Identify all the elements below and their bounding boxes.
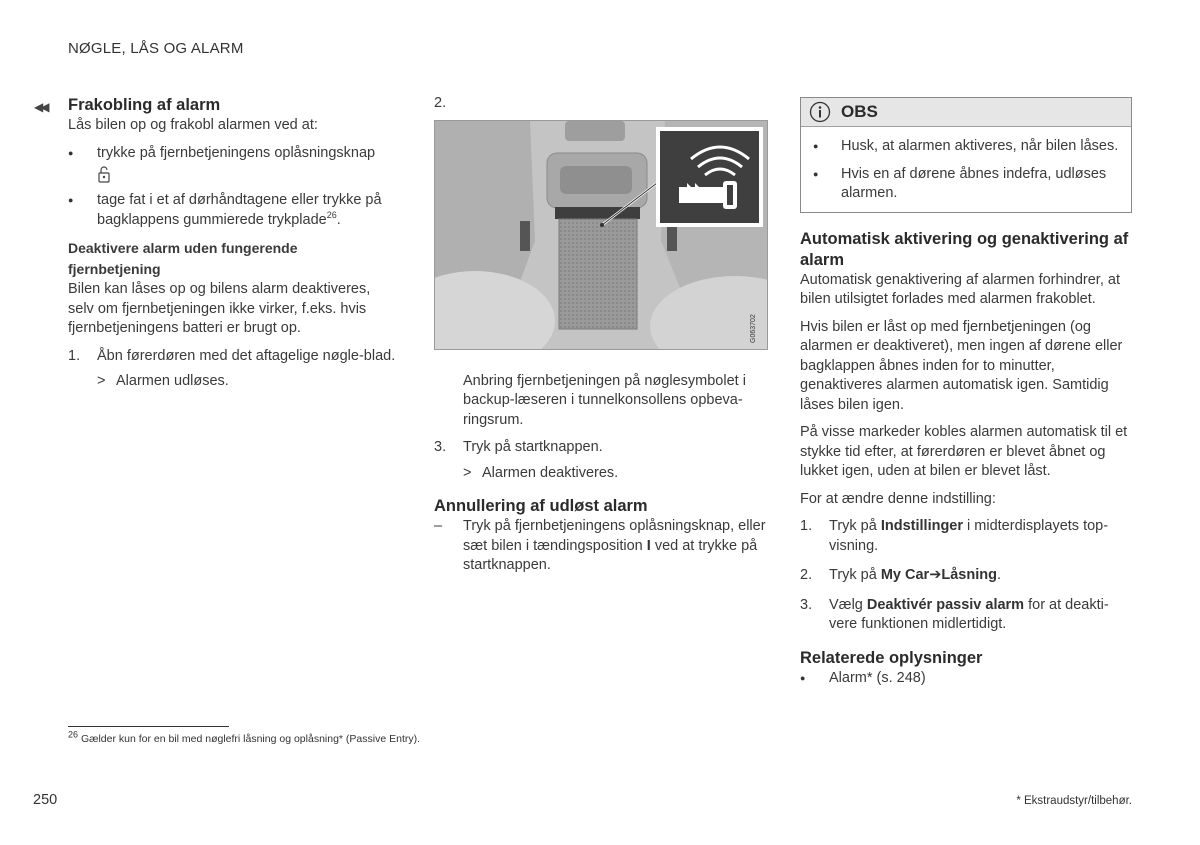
dash-marker: – [434, 518, 443, 534]
step-2-number: 2. [434, 95, 447, 111]
footnote [68, 729, 421, 746]
obs-header [801, 98, 1131, 127]
result-marker: > [463, 464, 472, 481]
footnote-ref[interactable]: 26 [326, 209, 337, 220]
menu-label-my-car: My Car [880, 567, 930, 583]
disarm-bullet-list [68, 144, 400, 231]
step-text: Tryk på [829, 518, 881, 534]
subtitle-line: fjernbetjening [68, 261, 161, 277]
result-marker: > [97, 373, 106, 389]
step-1-result [68, 372, 400, 392]
paragraph: Bilen kan låses op og bilens alarm deaktiveres, selv om fjernbetjeningen ikke virker, f.eks. hvis fjernbetjeningens batteri er brugt op. [68, 281, 371, 336]
console-illustration [434, 120, 768, 350]
setting-step-1 [800, 517, 1132, 556]
step-number: 3. [800, 596, 813, 613]
footnote-text: Gælder kun for en bil med nøglefri låsning og oplåsning* (Passive Entry). [80, 733, 421, 745]
arrow-right-icon: ➔ [929, 567, 942, 583]
obs-note-box [800, 97, 1132, 213]
punctuation: . [996, 567, 1001, 583]
paragraph: Automatisk genaktivering af alarmen forhindrer, at bilen utilsigtet forlades med alarmen frakoblet. [800, 271, 1120, 307]
step-text: i midterdisplayets top-visning. [829, 518, 1109, 554]
step-number: 3. [434, 439, 447, 455]
related-link[interactable]: ● Alarm* (s. 248) [800, 669, 1132, 689]
dash-text: ved at trykke på startknappen. [463, 537, 758, 573]
menu-label-deactivate-passive-alarm: Deaktivér passiv alarm [866, 596, 1025, 613]
section-title-disarm: Frakobling af alarm [68, 96, 221, 114]
footnote-divider [68, 726, 229, 727]
list-item [68, 144, 400, 184]
obs-list [813, 137, 1121, 204]
step-number: 1. [68, 347, 81, 364]
footnote-number: 26 [68, 729, 79, 740]
column-right [800, 97, 1132, 696]
step-1 [68, 347, 400, 367]
dash-text: Tryk på fjernbetjeningens oplåsningsknap, eller sæt bilen i tændingsposition [463, 518, 766, 554]
subtitle-no-remote [68, 238, 400, 280]
back-arrows-icon[interactable]: ◀◀ [34, 100, 47, 114]
step-3-result [434, 464, 770, 484]
step-text: for at deakti-vere funktionen midlertidigt. [829, 596, 1109, 632]
dash-item [434, 517, 770, 576]
menu-label-settings: Indstillinger [880, 518, 964, 534]
bullet-text: trykke på fjernbetjeningens oplåsningsknap [97, 144, 376, 161]
setting-step-3 [800, 596, 1132, 635]
step-text: Tryk på startknappen. [463, 439, 603, 455]
list-item [68, 191, 400, 230]
column-middle [434, 94, 770, 576]
ignition-position: I [646, 537, 651, 554]
bullet-text: tage fat i et af dørhåndtagene eller trykke på bagklappens gummierede trykplade [97, 192, 382, 228]
result-text: Alarmen deaktiveres. [482, 464, 619, 481]
section-title-related: Relaterede oplysninger [800, 648, 983, 667]
figure-code: G063702 [750, 313, 757, 343]
section-title-auto: Automatisk aktivering og genaktivering af alarm [800, 229, 1129, 269]
result-text: Alarmen udløses. [116, 373, 229, 389]
step-3 [434, 438, 770, 458]
menu-label-locking: Låsning [941, 567, 997, 583]
info-icon [808, 101, 832, 123]
console-drawing [435, 121, 767, 349]
setting-step-2 [800, 566, 1132, 586]
punctuation: . [336, 211, 341, 228]
step-text: Tryk på [829, 567, 881, 583]
intro-text: Lås bilen op og frakobl alarmen ved at: [68, 117, 318, 133]
subtitle-line: Deaktivere alarm uden fungerende [68, 240, 298, 256]
paragraph: På visse markeder kobles alarmen automatisk til et stykke tid efter, at førerdøren er blevet åbnet og lukket igen, uden at bilen er blevet låst. [800, 424, 1128, 479]
step-text: Åbn førerdøren med det aftagelige nøgle-blad. [97, 347, 396, 364]
related-list [800, 669, 1132, 689]
column-left [68, 94, 400, 392]
step-number: 2. [800, 567, 813, 583]
obs-title: OBS [841, 102, 878, 121]
step-number: 1. [800, 518, 813, 534]
list-item: ● Hvis en af dørene åbnes indefra, udløses alarmen. [813, 165, 1121, 204]
chapter-header: NØGLE, LÅS OG ALARM [68, 40, 244, 57]
figure-caption: Anbring fjernbetjeningen på nøglesymbolet i backup-læseren i tunnelkonsollens opbeva-ringsrum. [463, 372, 746, 428]
section-title-cancel: Annullering af udløst alarm [434, 497, 648, 515]
paragraph: Hvis bilen er låst op med fjernbetjeningen (og alarmen er deaktiveret), men ingen af dørene eller bagklappen åbnes inden for to minutter, genaktiveres alarmen automatisk igen. Samtidig låses bilen igen. [800, 318, 1123, 413]
paragraph: For at ændre denne indstilling: [800, 490, 996, 507]
step-text: Vælg [829, 596, 867, 613]
accessory-note: * Ekstraudstyr/tilbehør. [1016, 795, 1132, 807]
unlock-icon [97, 165, 111, 183]
list-item: ● Husk, at alarmen aktiveres, når bilen låses. [813, 137, 1121, 157]
page-number: 250 [33, 792, 58, 808]
